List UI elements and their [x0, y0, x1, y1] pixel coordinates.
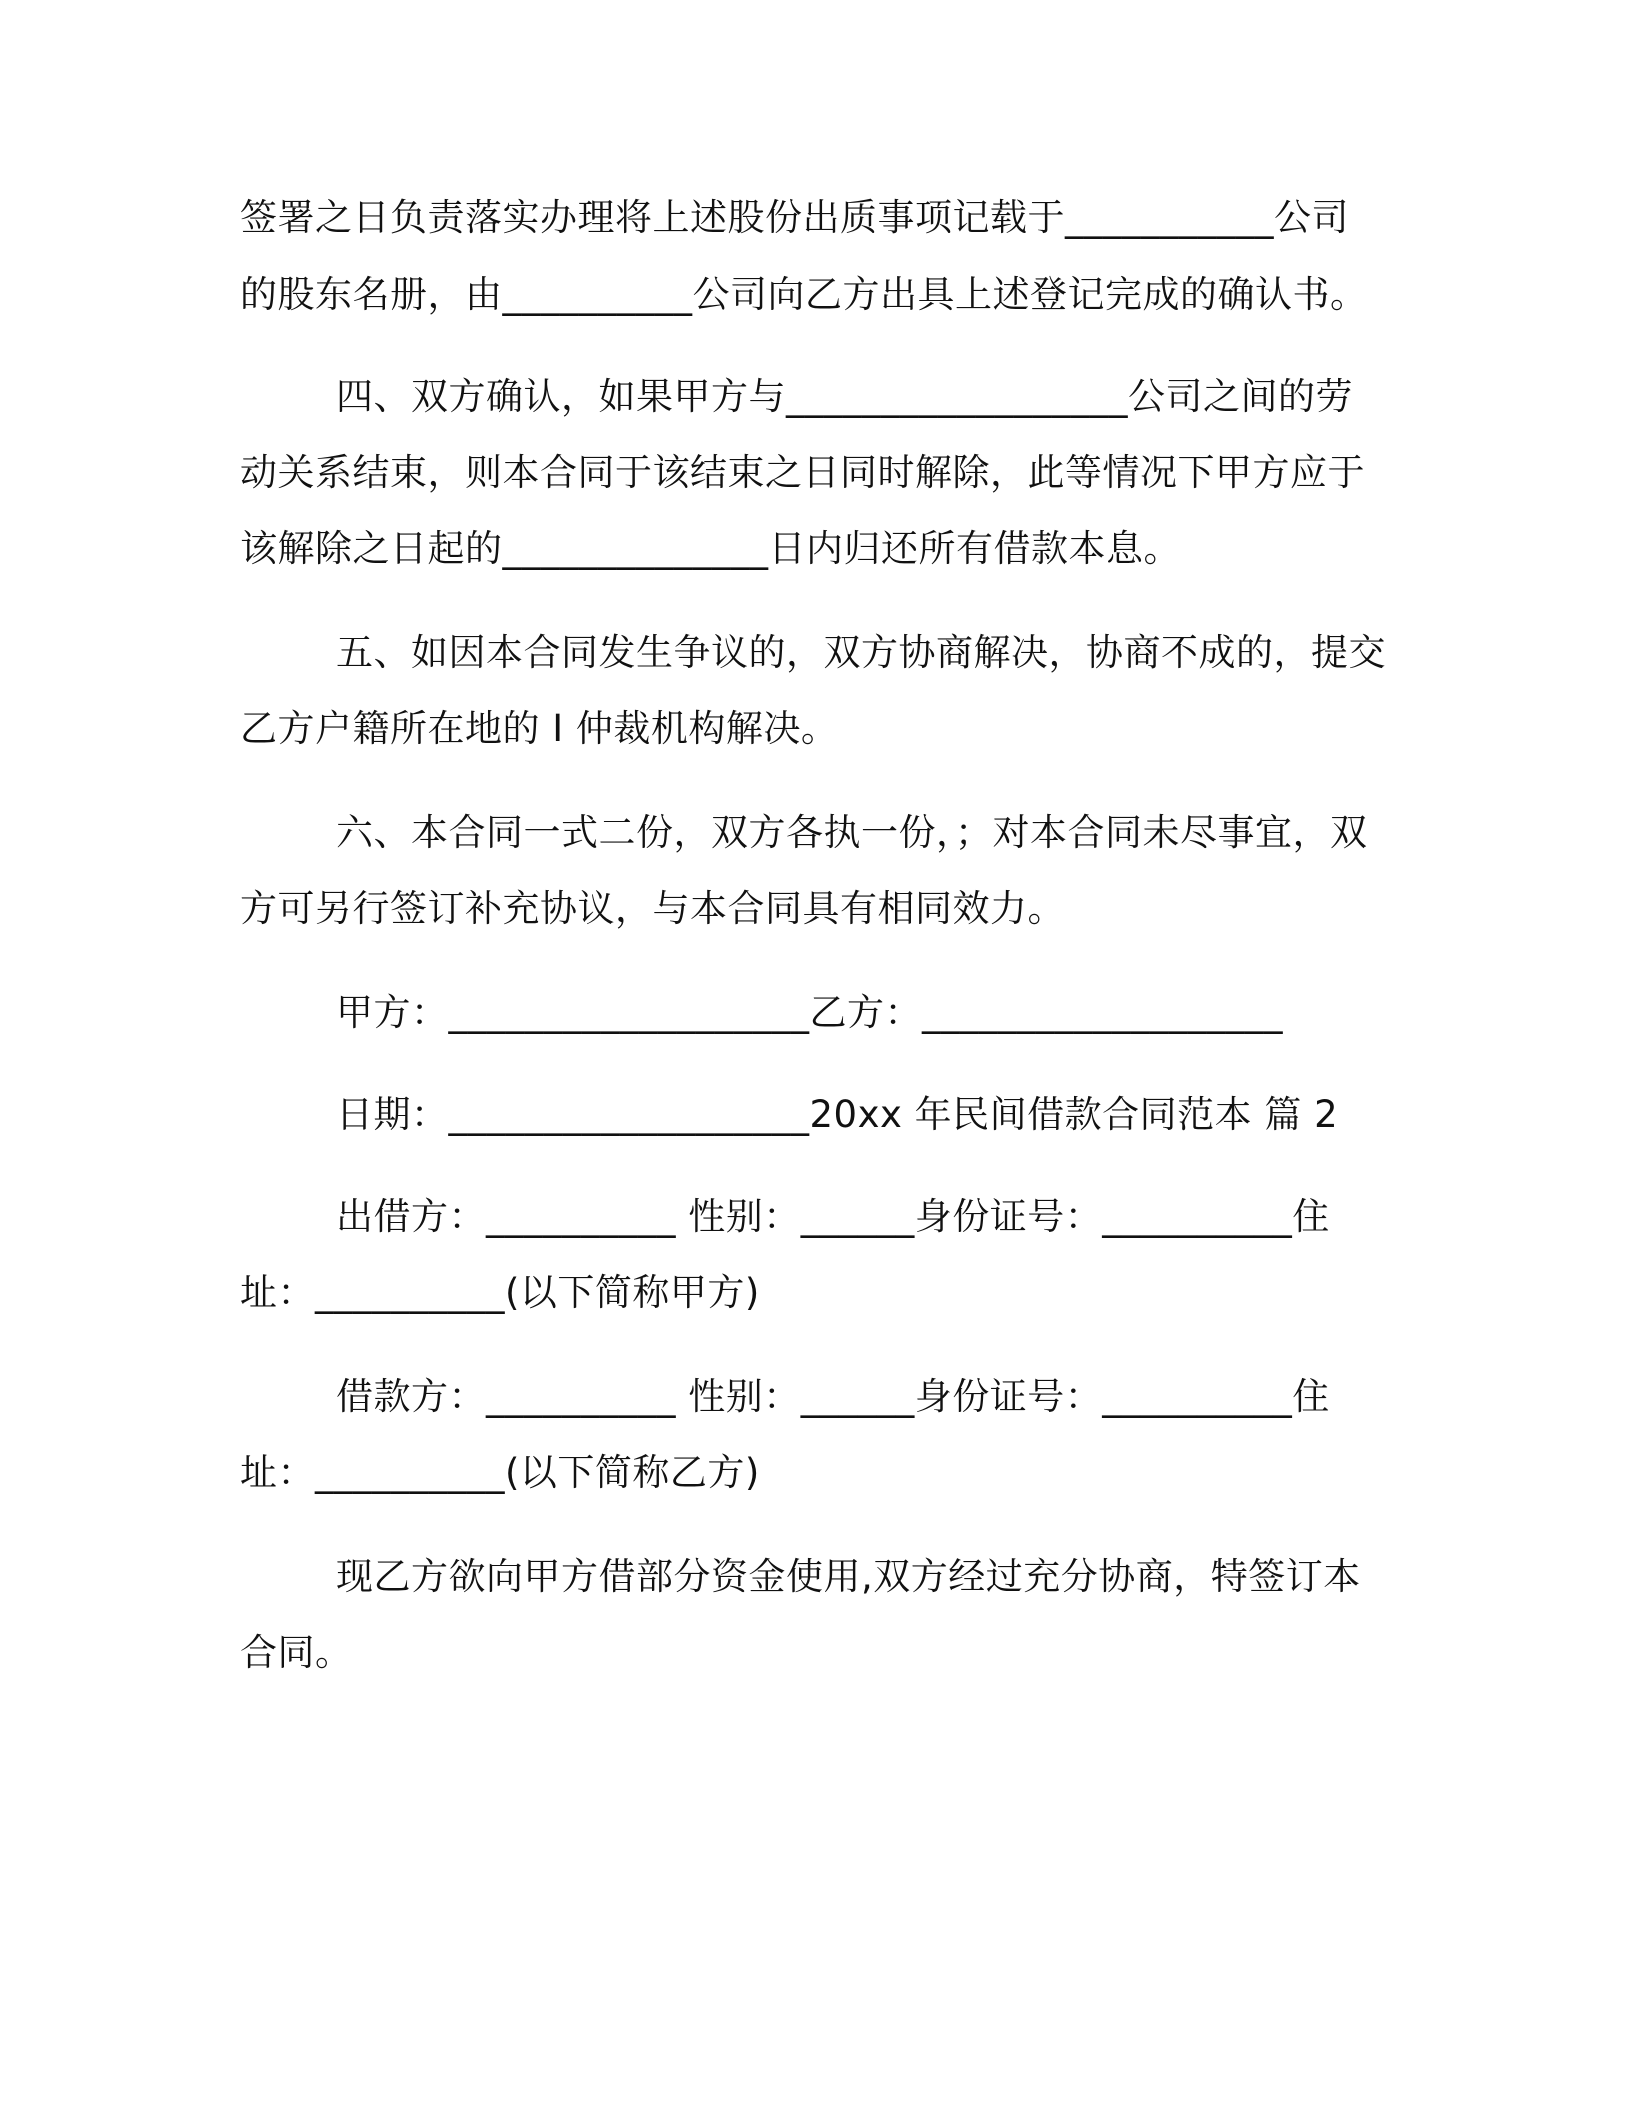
- text-line: 签署之日负责落实办理将上述股份出质事项记载于___________公司: [240, 196, 1349, 239]
- date-title-line: 日期：___________________20xx 年民间借款合同范本 篇 2: [336, 1093, 1339, 1136]
- lender-line: 出借方：__________ 性别：______身份证号：__________住: [336, 1195, 1330, 1238]
- text-line: 方可另行签订补充协议，与本合同具有相同效力。: [240, 887, 1065, 930]
- signature-line: 甲方：___________________乙方：___________________: [336, 991, 1283, 1034]
- borrower-line: 借款方：__________ 性别：______身份证号：__________住: [336, 1375, 1330, 1418]
- clause-four-line: 四、双方确认，如果甲方与__________________公司之间的劳: [336, 375, 1353, 418]
- text-line: 动关系结束，则本合同于该结束之日同时解除，此等情况下甲方应于: [240, 451, 1365, 494]
- text-line: 合同。: [240, 1631, 353, 1674]
- clause-five-line: 五、如因本合同发生争议的，双方协商解决，协商不成的，提交: [336, 631, 1386, 674]
- text-line: 乙方户籍所在地的 I 仲裁机构解决。: [240, 707, 839, 750]
- text-line: 的股东名册，由__________公司向乙方出具上述登记完成的确认书。: [240, 273, 1368, 316]
- text-line: 该解除之日起的______________日内归还所有借款本息。: [240, 527, 1181, 570]
- clause-six-line: 六、本合同一式二份，双方各执一份，；对本合同未尽事宜，双: [336, 811, 1368, 854]
- lender-address-line: 址：__________(以下简称甲方): [240, 1271, 760, 1314]
- preamble-line: 现乙方欲向甲方借部分资金使用,双方经过充分协商，特签订本: [336, 1555, 1361, 1598]
- borrower-address-line: 址：__________(以下简称乙方): [240, 1451, 760, 1494]
